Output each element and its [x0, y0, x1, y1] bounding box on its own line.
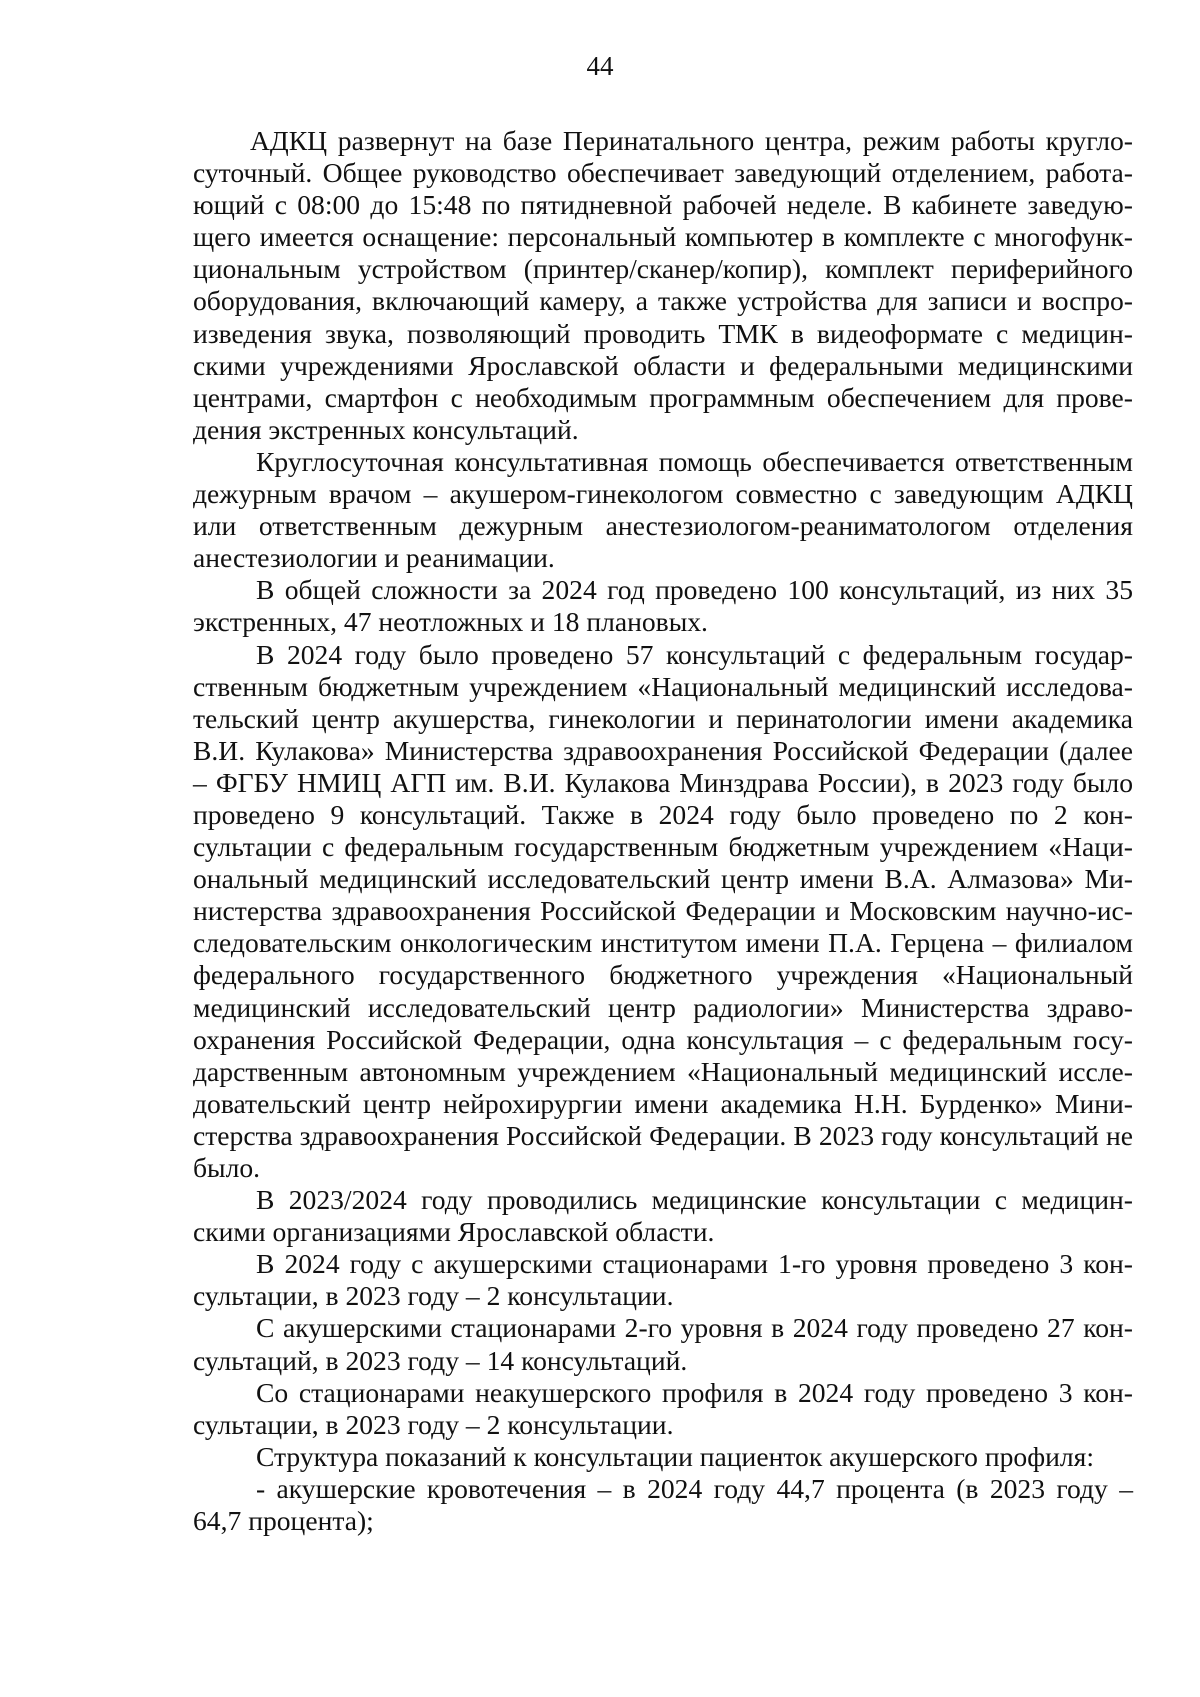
paragraph-level1-consultations: В 2024 году с акушерскими стационарами 1-го уровня проведено 3 консультации, в 2023 году – 2 консультации. — [193, 1248, 1133, 1312]
paragraph-round-the-clock-help: Круглосуточная консультативная помощь обеспечивается ответственным дежурным врачом – акушером-гинекологом совместно с заведующим АДКЦ или ответственным дежурным анестезиологом-реаниматологом отделения анестезиологии и реанимации. — [193, 445, 1133, 574]
paragraph-adkc-description: АДКЦ развернут на базе Перинатального центра, режим работы круглосуточный. Общее руководство обеспечивает заведующий отделением, работающий с 08:00 до 15:48 по пятидневной рабочей неделе. В кабинете заведующего имеется оснащение: персональный компьютер в комплекте с многофункциональным устройством (принтер/сканер/копир), комплект периферийного оборудования, включающий камеру, а также устройства для записи и воспроизведения звука, позволяющий проводить ТМК в видеоформате с медицинскими учреждениями Ярославской области и федеральными медицинскими центрами, смартфон с необходимым программным обеспечением для проведения экстренных консультаций. — [193, 125, 1133, 445]
paragraph-regional-consultations: В 2023/2024 году проводились медицинские консультации с медицинскими организациями Ярославской области. — [193, 1184, 1133, 1248]
paragraph-federal-consultations: В 2024 году было проведено 57 консультаций с федеральным государственным бюджетным учреждением «Национальный медицинский исследовательский центр акушерства, гинекологии и перинатологии имени академика В.И. Кулакова» Министерства здравоохранения Российской Федерации (далее – ФГБУ НМИЦ АГП им. В.И. Кулакова Минздрава России), в 2023 году было проведено 9 консультаций. Также в 2024 году было проведено по 2 консультации с федеральным государственным бюджетным учреждением «Национальный медицинский исследовательский центр имени В.А. Алмазова» Министерства здравоохранения Российской Федерации и Московским научно-исследовательским онкологическим институтом имени П.А. Герцена – филиалом федерального государственного бюджетного учреждения «Национальный медицинский исследовательский центр радиологии» Министерства здравоохранения Российской Федерации, одна консультация – с федеральным государственным автономным учреждением «Национальный медицинский исследовательский центр нейрохирургии имени академика Н.Н. Бурденко» Министерства здравоохранения Российской Федерации. В 2023 году консультаций не было. — [193, 638, 1133, 1183]
page-number: 44 — [586, 51, 614, 81]
paragraph-obstetric-bleeding: - акушерские кровотечения – в 2024 году 44,7 процента (в 2023 году – 64,7 процента); — [193, 1472, 1133, 1537]
document-body — [193, 125, 1133, 1537]
paragraph-total-consultations: В общей сложности за 2024 год проведено 100 консультаций, из них 35 экстренных, 47 неотложных и 18 плановых. — [193, 574, 1133, 638]
paragraph-indications-structure: Структура показаний к консультации пациенток акушерского профиля: — [256, 1440, 1094, 1472]
paragraph-nonobstetric-consultations: Со стационарами неакушерского профиля в 2024 году проведено 3 консультации, в 2023 году – 2 консультации. — [193, 1376, 1133, 1440]
paragraph-level2-consultations: С акушерскими стационарами 2-го уровня в 2024 году проведено 27 консультаций, в 2023 году – 14 консультаций. — [193, 1312, 1133, 1376]
